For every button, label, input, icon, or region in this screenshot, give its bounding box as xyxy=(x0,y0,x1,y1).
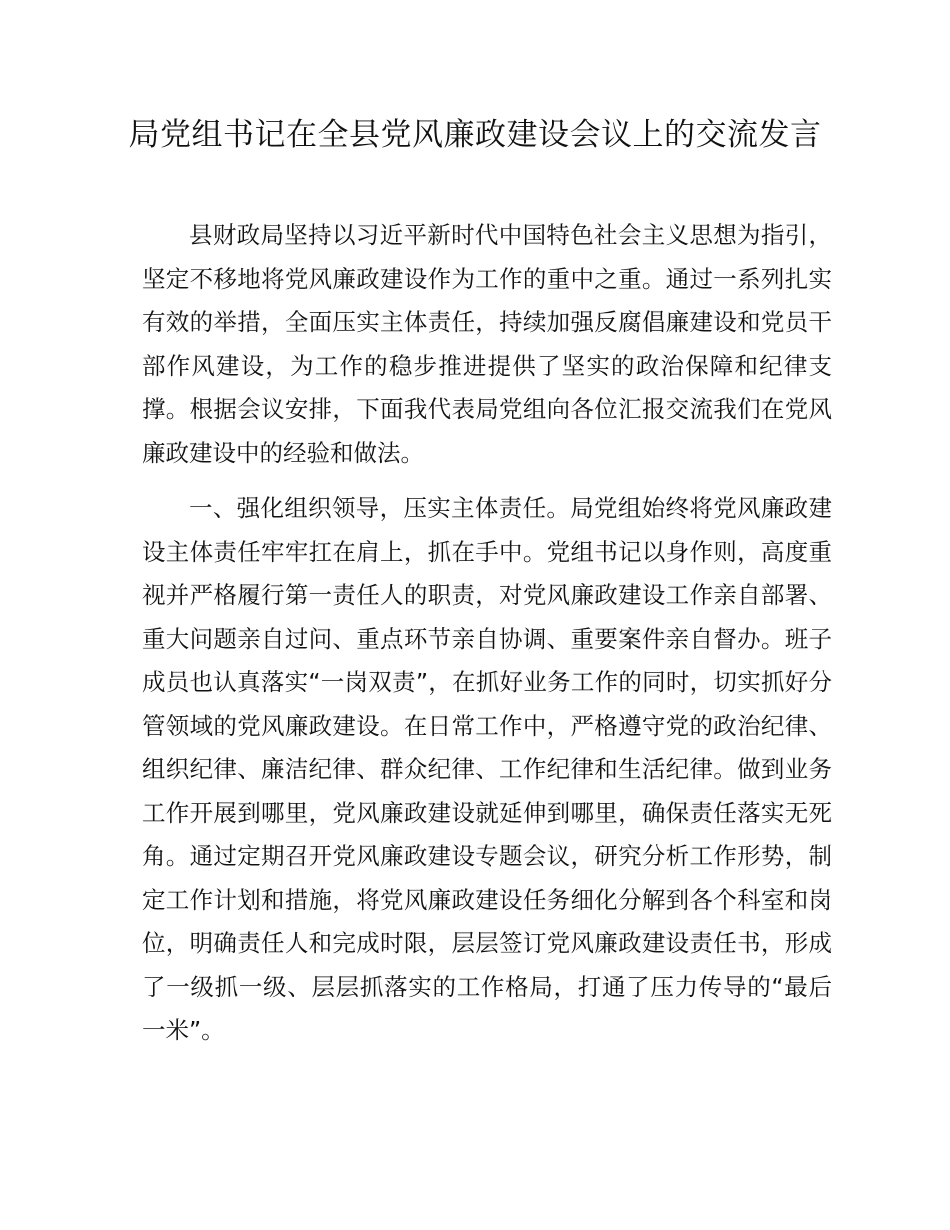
document-body xyxy=(142,214,832,1053)
paragraph-intro: 县财政局坚持以习近平新时代中国特色社会主义思想为指引，坚定不移地将党风廉政建设作为工作的重中之重。通过一系列扎实有效的举措，全面压实主体责任，持续加强反腐倡廉建设和党员干部作风建设，为工作的稳步推进提供了坚实的政治保障和纪律支撑。根据会议安排，下面我代表局党组向各位汇报交流我们在党风廉政建设中的经验和做法。 xyxy=(142,221,832,467)
document-title: 局党组书记在全县党风廉政建设会议上的交流发言 xyxy=(128,117,822,153)
paragraph-section-one: 一、强化组织领导，压实主体责任。局党组始终将党风廉政建设主体责任牢牢扛在肩上，抓在手中。党组书记以身作则，高度重视并严格履行第一责任人的职责，对党风廉政建设工作亲自部署、重大问题亲自过问、重点环节亲自协调、重要案件亲自督办。班子成员也认真落实“一岗双责”，在抓好业务工作的同时，切实抓好分管领域的党风廉政建设。在日常工作中，严格遵守党的政治纪律、组织纪律、廉洁纪律、群众纪律、工作纪律和生活纪律。做到业务工作开展到哪里，党风廉政建设就延伸到哪里，确保责任落实无死角。通过定期召开党风廉政建设专题会议，研究分析工作形势，制定工作计划和措施，将党风廉政建设任务细化分解到各个科室和岗位，明确责任人和完成时限，层层签订党风廉政建设责任书，形成了一级抓一级、层层抓落实的工作格局，打通了压力传导的“最后一米”。 xyxy=(142,494,832,1044)
